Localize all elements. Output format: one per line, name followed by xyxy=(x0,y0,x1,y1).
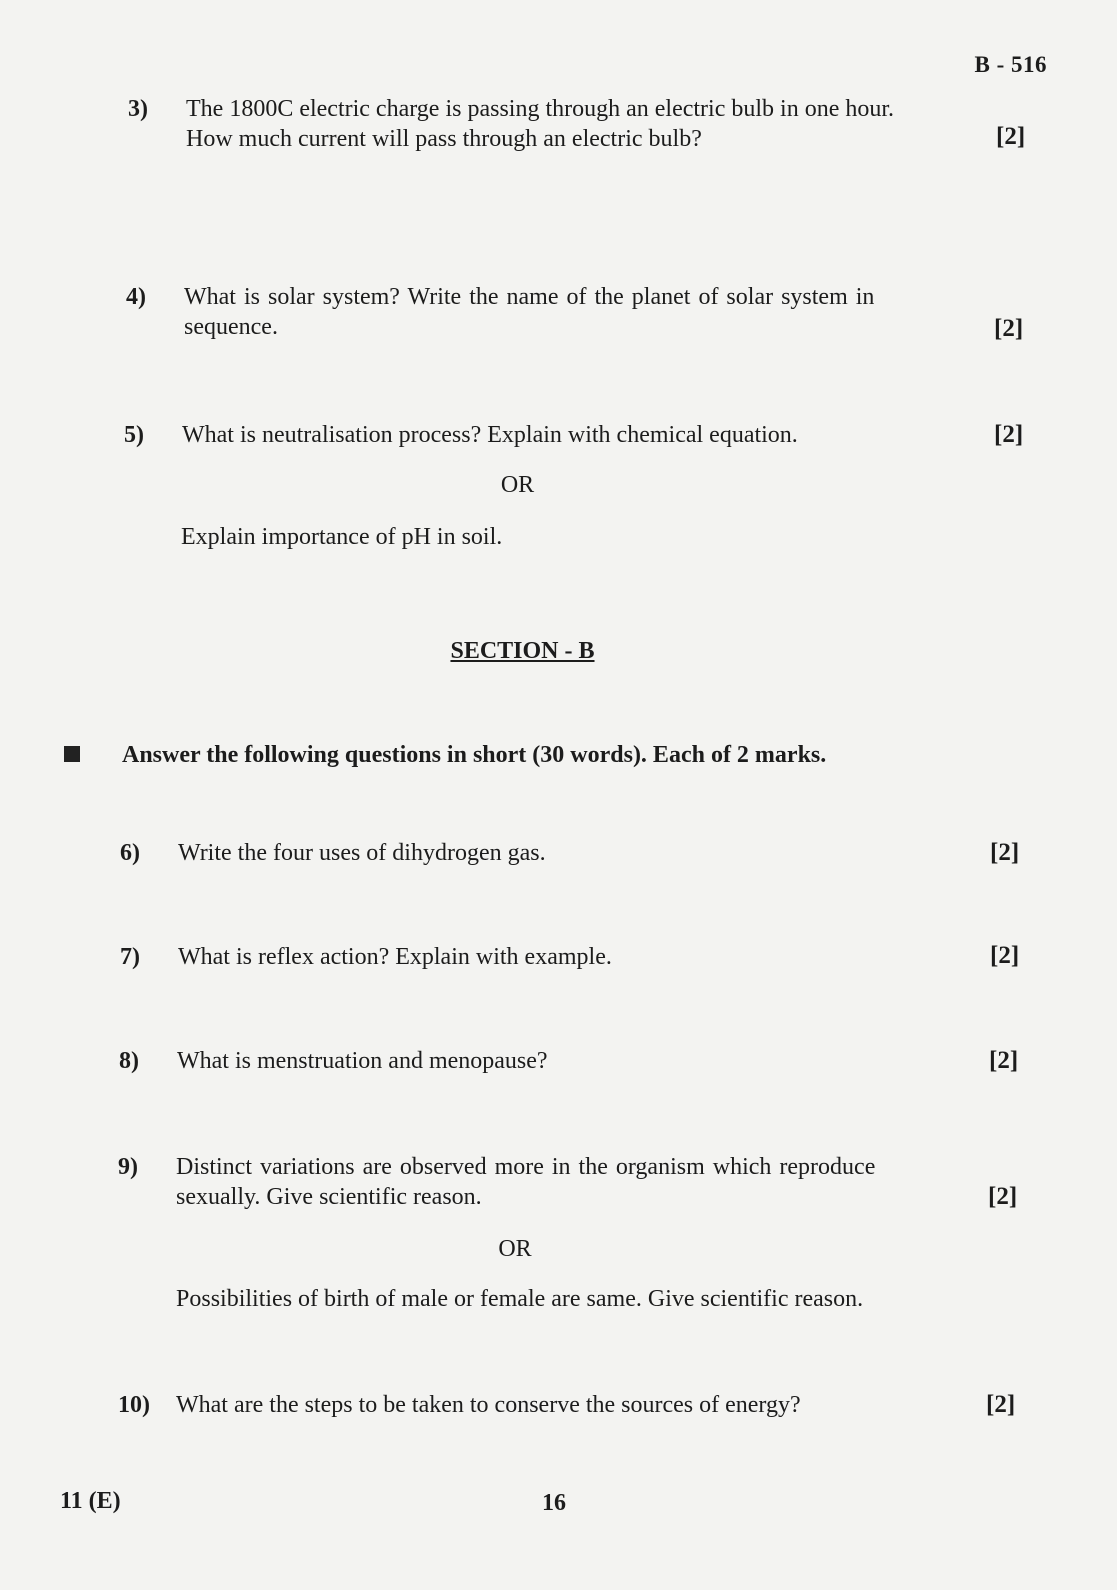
question-7-marks: [2] xyxy=(990,942,1020,969)
question-number: 9) xyxy=(118,1154,138,1180)
question-text-line-2: How much current will pass through an electric bulb? xyxy=(186,126,702,152)
question-text-line-1: What is menstruation and menopause? xyxy=(177,1048,548,1074)
question-3 xyxy=(128,94,988,158)
page-number: 16 xyxy=(542,1490,566,1516)
question-number: 5) xyxy=(124,422,144,448)
question-9 xyxy=(118,1152,998,1216)
or-label: OR xyxy=(500,472,535,498)
paper-code: B - 516 xyxy=(974,52,1047,77)
question-text-line-1: What is neutralisation process? Explain with chemical equation. xyxy=(182,422,798,448)
question-4 xyxy=(126,282,986,346)
question-text-line-1: Distinct variations are observed more in the organism which reproduce xyxy=(176,1154,876,1180)
question-number: 3) xyxy=(128,96,148,122)
question-number: 6) xyxy=(120,840,140,866)
question-number: 4) xyxy=(126,284,146,310)
or-label: OR xyxy=(498,1236,532,1262)
question-text-line-1: What is solar system? Write the name of the planet of solar system in xyxy=(184,284,875,310)
question-9-marks: [2] xyxy=(988,1183,1018,1210)
question-text-line-1: What is reflex action? Explain with example. xyxy=(178,944,612,970)
question-text-line-1: Write the four uses of dihydrogen gas. xyxy=(178,840,546,866)
question-5 xyxy=(124,420,984,454)
section-instruction: Answer the following questions in short (30 words). Each of 2 marks. xyxy=(122,742,827,768)
alternative-question: Explain importance of pH in soil. xyxy=(181,524,503,550)
footer-code: 11 (E) xyxy=(60,1488,121,1514)
section-title: SECTION - B xyxy=(450,638,595,664)
question-8 xyxy=(119,1046,979,1080)
question-5-marks: [2] xyxy=(994,421,1024,448)
question-3-marks: [2] xyxy=(996,123,1026,150)
question-10 xyxy=(118,1390,978,1424)
question-4-marks: [2] xyxy=(994,315,1024,342)
question-number: 8) xyxy=(119,1048,139,1074)
bullet-square-icon xyxy=(64,746,80,762)
question-6-marks: [2] xyxy=(990,839,1020,866)
question-number: 10) xyxy=(118,1392,150,1418)
alternative-question: Possibilities of birth of male or female are same. Give scientific reason. xyxy=(176,1286,864,1312)
question-text-line-1: The 1800C electric charge is passing through an electric bulb in one hour. xyxy=(186,96,895,122)
question-text-line-2: sequence. xyxy=(184,314,278,340)
question-6 xyxy=(120,838,980,872)
question-number: 7) xyxy=(120,944,140,970)
question-8-marks: [2] xyxy=(989,1047,1019,1074)
question-text-line-2: sexually. Give scientific reason. xyxy=(176,1184,482,1210)
question-10-marks: [2] xyxy=(986,1391,1016,1418)
question-text-line-1: What are the steps to be taken to conserve the sources of energy? xyxy=(176,1392,801,1418)
question-7 xyxy=(120,942,980,976)
